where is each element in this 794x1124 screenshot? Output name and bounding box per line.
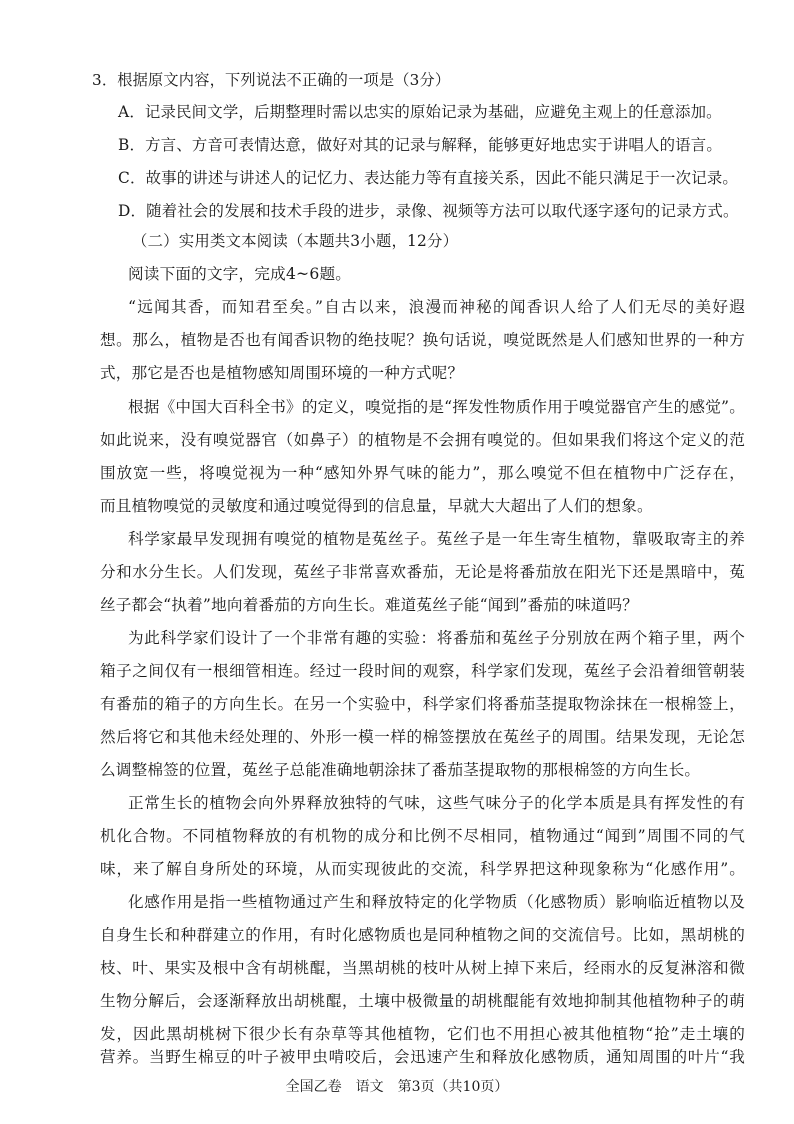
passage-line: 丝子都会“执着”地向着番茄的方向生长。难道菟丝子能“闻到”番茄的味道吗？ (100, 596, 639, 614)
passage-line: 正常生长的植物会向外界释放独特的气味，这些气味分子的化学本质是具有挥发性的有 (128, 794, 745, 812)
passage-line: 根据《中国大百科全书》的定义，嗅觉指的是“挥发性物质作用于嗅觉器官产生的感觉”。 (128, 398, 745, 416)
passage-line: 机化合物。不同植物释放的有机物的成分和比例不尽相同，植物通过“闻到”周围不同的气 (100, 827, 745, 845)
passage-line: 围放宽一些，将嗅觉视为一种“感知外界气味的能力”，那么嗅觉不但在植物中广泛存在， (100, 464, 745, 482)
question-3-option-d: D．随着社会的发展和技术手段的进步，录像、视频等方法可以取代逐字逐句的记录方式。 (118, 202, 739, 220)
question-3-option-b: B．方言、方音可表情达意，做好对其的记录与解释，能够更好地忠实于讲唱人的语言。 (118, 136, 722, 154)
passage-line: 然后将它和其他未经处理的、外形一模一样的棉签摆放在菟丝子的周围。结果发现，无论怎 (100, 728, 745, 746)
question-3-option-c: C．故事的讲述与讲述人的记忆力、表达能力等有直接关系，因此不能只满足于一次记录。 (118, 169, 739, 187)
passage-line: 化感作用是指一些植物通过产生和释放特定的化学物质（化感物质）影响临近植物以及 (128, 893, 745, 911)
passage-line: 分和水分生长。人们发现，菟丝子非常喜欢番茄，无论是将番茄放在阳光下还是黑暗中，菟 (100, 563, 745, 581)
passage-line: 味，来了解自身所处的环境，从而实现彼此的交流，科学界把这种现象称为“化感作用”。 (100, 860, 745, 878)
passage-line: 营养。当野生棉豆的叶子被甲虫啃咬后，会迅速产生和释放化感物质，通知周围的叶片“我 (100, 1048, 745, 1066)
passage-line: 科学家最早发现拥有嗅觉的植物是菟丝子。菟丝子是一年生寄生植物，靠吸取寄主的养 (128, 530, 745, 548)
passage-line: 想。那么，植物是否也有闻香识物的绝技呢？换句话说，嗅觉既然是人们感知世界的一种方 (100, 331, 745, 349)
passage-line: 而且植物嗅觉的灵敏度和通过嗅觉得到的信息量，早就大大超出了人们的想象。 (100, 497, 653, 515)
passage-line: 么调整棉签的位置，菟丝子总能准确地朝涂抹了番茄茎提取物的那根棉签的方向生长。 (100, 761, 701, 779)
question-3-option-a: A．记录民间文学，后期整理时需以忠实的原始记录为基础，应避免主观上的任意添加。 (118, 103, 722, 121)
passage-line: 式，那它是否也是植物感知周围环境的一种方式呢？ (100, 364, 464, 382)
passage-line: 箱子之间仅有一根细管相连。经过一段时间的观察，科学家们发现，菟丝子会沿着细管朝装 (100, 662, 745, 680)
passage-line: 枝、叶、果实及根中含有胡桃醌，当黑胡桃的枝叶从树上掉下来后，经雨水的反复淋溶和微 (100, 959, 745, 977)
question-3-stem: 3．根据原文内容，下列说法不正确的一项是（3分） (92, 71, 451, 89)
section-heading: （二）实用类文本阅读（本题共3小题，12分） (132, 232, 459, 250)
passage-line: 有番茄的箱子的方向生长。在另一个实验中，科学家们将番茄茎提取物涂抹在一根棉签上， (100, 695, 745, 713)
passage-line: 如此说来，没有嗅觉器官（如鼻子）的植物是不会拥有嗅觉的。但如果我们将这个定义的范 (100, 431, 745, 449)
passage-line: 生物分解后，会逐渐释放出胡桃醌，土壤中极微量的胡桃醌能有效地抑制其他植物种子的萌 (100, 992, 745, 1010)
passage-line: “远闻其香，而知君至矣。”自古以来，浪漫而神秘的闻香识人给了人们无尽的美好遐 (128, 298, 745, 316)
reading-instruction: 阅读下面的文字，完成4~6题。 (128, 265, 352, 283)
page-footer: 全国乙卷 语文 第3页（共10页） (285, 1079, 509, 1095)
passage-line: 自身生长和种群建立的作用，有时化感物质也是同种植物之间的交流信号。比如，黑胡桃的 (100, 926, 745, 944)
passage-line: 为此科学家们设计了一个非常有趣的实验：将番茄和菟丝子分别放在两个箱子里，两个 (128, 629, 745, 647)
passage-line: 发，因此黑胡桃树下很少长有杂草等其他植物，它们也不用担心被其他植物“抢”走土壤的 (100, 1025, 745, 1043)
